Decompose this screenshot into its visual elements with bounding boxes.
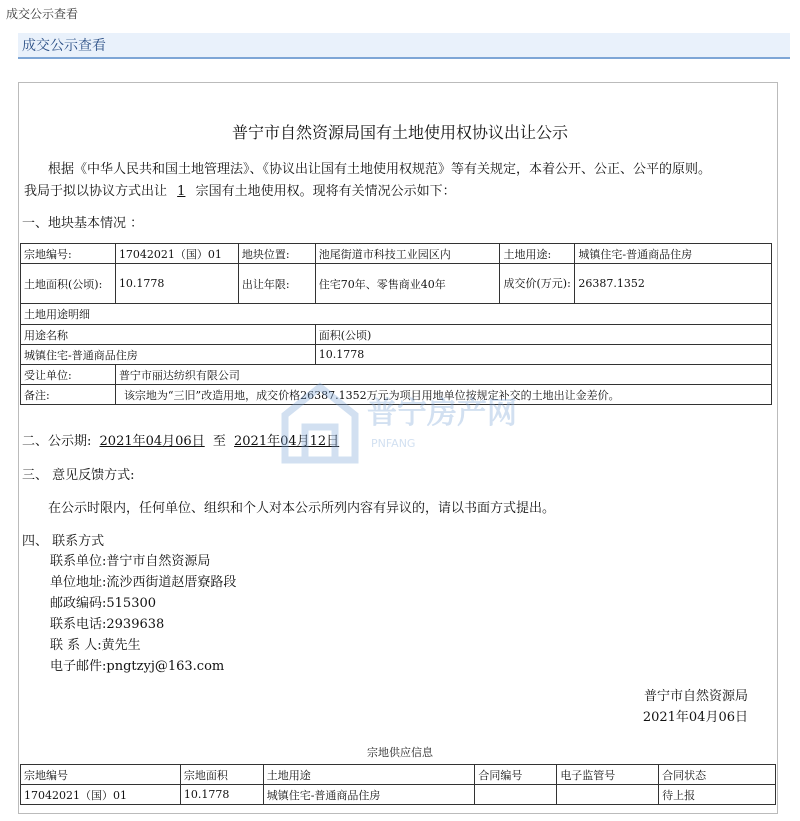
section-2 [22,430,339,449]
contact-phone [50,613,164,632]
contact-postcode [50,592,156,611]
supply-table [20,764,776,805]
table-cell: 10.1778 [180,785,263,805]
table-row [21,244,772,264]
contact-person [50,634,141,653]
contact-value: 2939638 [106,617,165,632]
intro-line-1: 根据《中华人民共和国土地管理法》、《协议出让国有土地使用权规范》等有关规定，本着公开、公正、公平的原则。 [48,162,712,177]
table-cell: 17042021（国）01 [21,785,181,805]
table-cell: 宗地编号: [21,244,116,264]
breadcrumb: 成交公示查看 [6,7,79,21]
table-cell: 17042021（国）01 [115,244,238,264]
table-header: 合同状态 [659,765,776,785]
table-cell: 用途名称 [21,325,316,345]
contact-address [50,571,236,590]
table-row [21,264,772,304]
contact-value: 普宁市自然资源局 [106,554,211,569]
contact-label: 电子邮件: [50,659,107,674]
table-cell [557,785,659,805]
table-header-row [21,765,776,785]
tab-bar [18,33,790,59]
section-3-heading: 三、 意见反馈方式: [22,468,135,483]
table-cell: 10.1778 [315,345,771,365]
contact-value: 黄先生 [101,638,141,653]
table-header: 电子监管号 [557,765,659,785]
contact-unit [50,550,210,569]
table-cell: 土地面积(公顷): [21,264,116,304]
table-cell: 城镇住宅-普通商品住房 [21,345,316,365]
detail-title: 土地用途明细 [21,304,772,325]
contact-label: 单位地址: [50,575,107,590]
table-header: 宗地编号 [21,765,181,785]
table-row [21,385,772,405]
watermark-subtext: PNFANG [371,437,416,450]
feedback-text: 在公示时限内，任何单位、组织和个人对本公示所列内容有异议的，请以书面方式提出。 [48,501,556,516]
table-header: 土地用途 [263,765,475,785]
intro-text-a: 我局于拟以协议方式出让 [24,184,168,199]
intro-text-b: 宗国有土地使用权。现将有关情况公示如下： [195,184,456,199]
section-2-label: 二、公示期: [22,434,92,449]
tab-title[interactable]: 成交公示查看 [22,38,106,54]
table-row [21,365,772,385]
contact-value[interactable]: pngtzyj@163.com [106,659,225,674]
table-cell: 出让年限: [238,264,315,304]
intro-count: 1 [177,184,186,199]
table-cell [475,785,557,805]
contact-email [50,655,224,674]
contact-value: 流沙西街道赵厝寮路段 [106,575,237,590]
contact-label: 联系单位: [50,554,107,569]
intro-line-2 [24,180,456,199]
contact-label: 联系电话: [50,617,107,632]
table-row [21,785,776,805]
table-cell: 城镇住宅-普通商品住房 [575,244,772,264]
table-header: 合同编号 [475,765,557,785]
table-cell: 备注: [21,385,116,405]
table-cell: 10.1778 [115,264,238,304]
period-end: 2021年04月12日 [234,434,340,449]
table-cell: 住宅70年、零售商业40年 [315,264,500,304]
section-4-heading: 四、 联系方式 [22,534,105,549]
supply-caption: 宗地供应信息 [367,746,433,759]
signature-org: 普宁市自然资源局 [643,689,748,704]
period-to: 至 [212,434,226,449]
page-title: 普宁市自然资源局国有土地使用权协议出让公示 [231,123,568,142]
table-header: 宗地面积 [180,765,263,785]
table-cell: 土地用途: [500,244,575,264]
table-cell: 26387.1352 [575,264,772,304]
section-1-heading: 一、地块基本情况 ： [22,216,144,231]
contact-label: 联 系 人: [50,638,102,653]
table-cell: 该宗地为“三旧”改造用地，成交价格26387.1352万元为项目用地单位按规定补交的土地出让金差价。 [115,385,771,405]
period-start: 2021年04月06日 [99,434,205,449]
table-cell: 普宁市丽达纺织有限公司 [115,365,771,385]
table-row [21,325,772,345]
table-cell: 地块位置: [238,244,315,264]
table-cell: 待上报 [659,785,776,805]
table-row [21,304,772,325]
parcel-table [20,243,772,405]
contact-value: 515300 [106,596,157,611]
contact-label: 邮政编码: [50,596,107,611]
table-cell: 成交价(万元): [500,264,575,304]
table-cell: 受让单位: [21,365,116,385]
table-row [21,345,772,365]
signature-date: 2021年04月06日 [642,710,748,725]
table-cell: 面积(公顷) [315,325,771,345]
watermark-text: 普宁房产网 [367,396,517,431]
table-cell: 池尾街道市科技工业园区内 [315,244,500,264]
table-cell: 城镇住宅-普通商品住房 [263,785,475,805]
